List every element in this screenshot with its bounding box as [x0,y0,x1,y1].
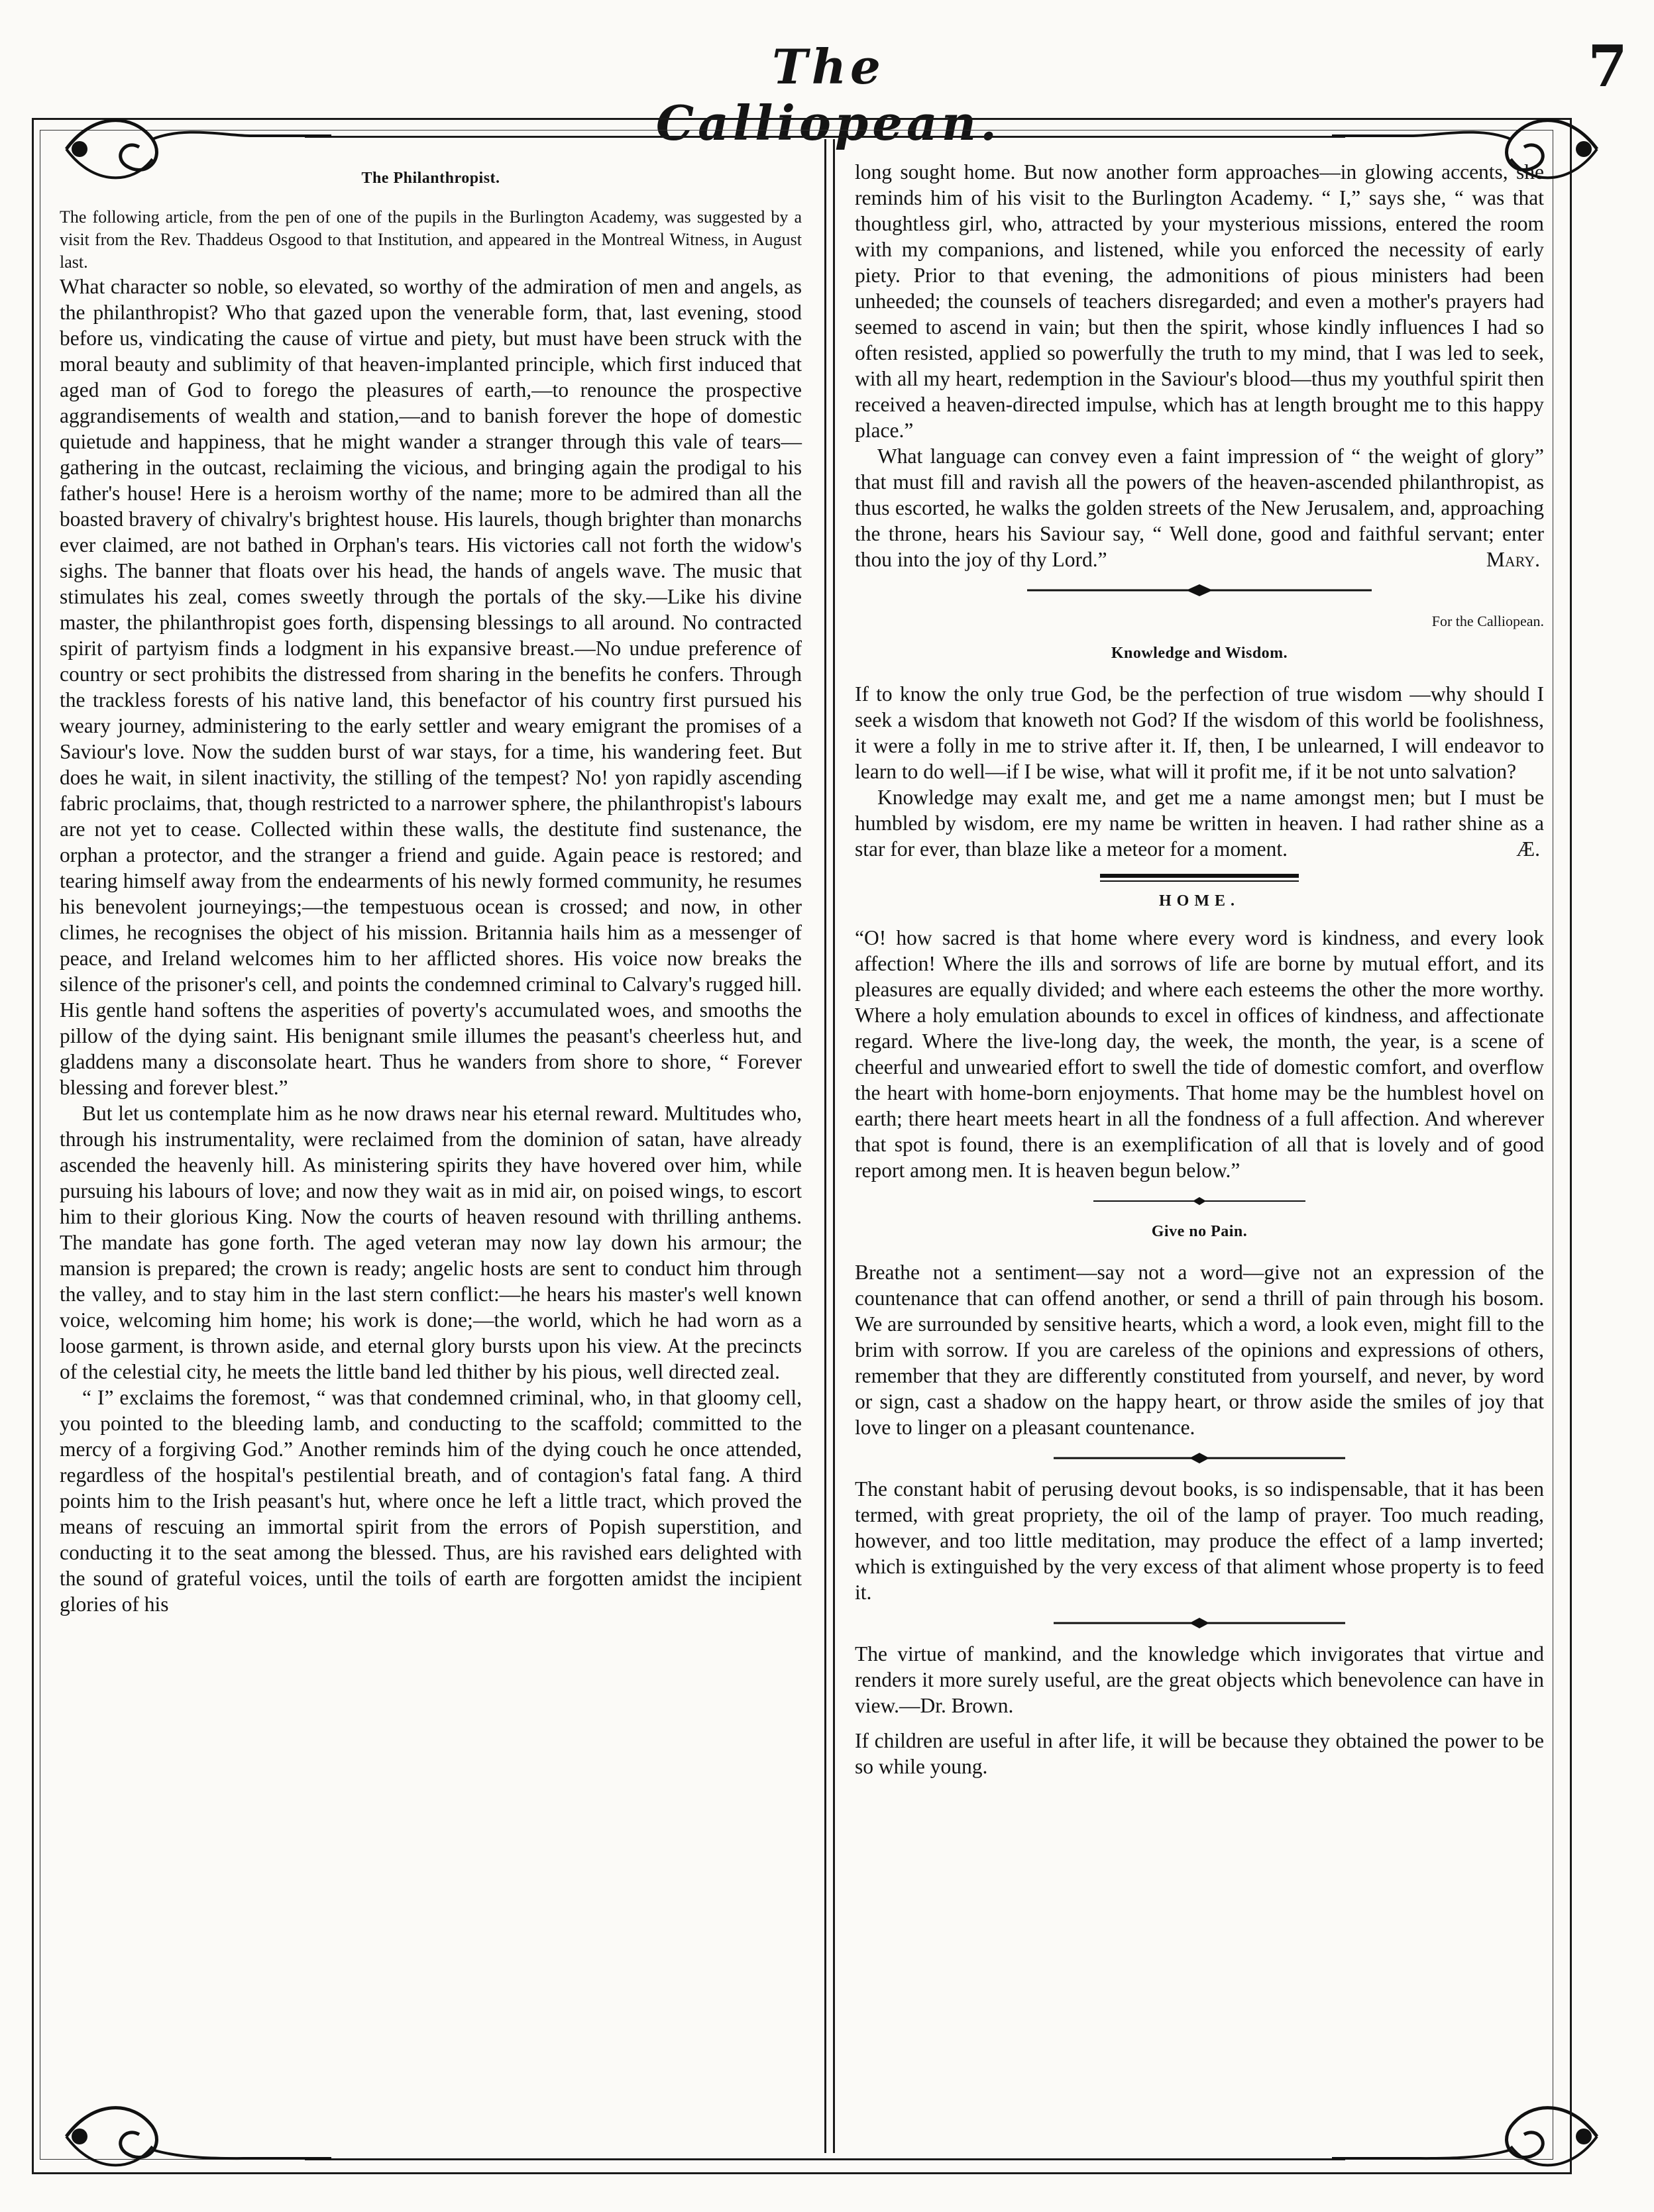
article-paragraph [855,784,1544,862]
article-paragraph: Breathe not a sentiment—say not a word—give not an expression of the countenance that can offend another, or send a thrill of pain through his bosom. We are surrounded by sensitive hearts, which a word, a look even, might fill to the brim with sorrow. If you are careless of the opinions and expressions of others, remember that they are differently constituted from yourself, and never, by word or sign, cast a shadow on the happy heart, or throw aside the smiles of joy that love to linger on a pleasant countenance. [855,1261,1544,1439]
article-heading-give-no-pain: Give no Pain. [1151,1223,1248,1240]
article-heading-home: HOME. [1159,892,1240,910]
section-divider [1027,1614,1372,1632]
right-column [855,159,1544,1779]
column-divider [824,139,835,2153]
corner-ornament-bottom-right [1332,2087,1610,2186]
article-paragraph: The constant habit of perusing devout books, is so indispensable, that it has been termed, with great propriety, the oil of the lamp of prayer. Too much reading, however, and too little meditation, may produce the effect of a lamp inverted; which is extinguished by the very excess of that aliment whose property is to feed it. [855,1477,1544,1604]
publication-title: The Calliopean. [655,38,1001,151]
article-paragraph: “ I” exclaims the foremost, “ was that condemned criminal, who, in that gloomy cell, you pointed to the bleeding lamb, and conducting to the scaffold; committed to the mercy of a forgiving God.” Another reminds him of the dying couch he once attended, regardless of the hospital's pestilential breath, and of contagion's fatal fang. A third points him to the Irish peasant's hut, where once he left a little tract, which proved the means of rescuing an immortal spirit from the errors of Popish superstition, and conducting it to the seat among the blessed. Thus, are his ravished ears delighted with the sound of grateful voices, until the toils of earth are forgotten amidst the incipient glories of his [60,1386,802,1616]
corner-ornament-bottom-left [53,2087,331,2186]
article-heading-knowledge: Knowledge and Wisdom. [1111,645,1288,662]
article-heading-philanthropist: The Philanthropist. [361,170,500,187]
bottom-rule [305,2158,1345,2160]
paragraph-text: What language can convey even a faint impression of “ the weight of glory” that must fill and ravish all the powers of the heaven-ascended philanthropist, as thus escorted, he walks the golden streets of the New Jerusalem, and, approaching the throne, hears his Saviour say, “ Well done, good and faithful servant; enter thou into the joy of thy Lord.” [855,445,1544,571]
section-divider [1027,582,1372,599]
thick-rule [1100,874,1299,882]
article-paragraph: The virtue of mankind, and the knowledge which invigorates that virtue and renders it more surely useful, are the great objects which benevolence can have in view.—Dr. Brown. [855,1642,1544,1717]
page-number: 7 [1588,33,1627,100]
article-paragraph: If to know the only true God, be the perfection of true wisdom —why should I seek a wisdom that knoweth not God? If the wisdom of this world be foolishness, it were a folly in me to strive after it. If, then, I be unlearned, I will endeavor to learn to do well—if I be wise, what will it profit me, if it be not unto salvation? [855,682,1544,783]
section-credit: For the Calliopean. [1431,613,1544,629]
section-divider [1027,1192,1372,1210]
article-intro-note: The following article, from the pen of one of the pupils in the Burlington Academy, was suggested by a visit from the Rev. Thaddeus Osgood to that Institution, and appeared in the Montreal Witness, in August last. [60,207,802,272]
article-paragraph: long sought home. But now another form approaches—in glowing accents, she reminds him of his visit to the Burlington Academy. “ I,” says she, “ was that thoughtless girl, who, attracted by your mysterious missions, entered the room with my companions, and listened, while you enforced the necessity of early piety. Prior to that evening, the admonitions of pious ministers had been unheeded; the counsels of teachers disregarded; and even a mother's prayers had seemed to ascend in vain; but then the spirit, whose kindly influences I had so often resisted, applied so powerfully the truth to my mind, that I was led to seek, with all my heart, redemption in the Saviour's blood—thus my youthful spirit then received a heaven-directed impulse, which has at length brought me to this happy place.” [855,160,1544,442]
author-signature: Æ. [1516,837,1540,861]
article-paragraph: “O! how sacred is that home where every word is kindness, and every look affection! Where the ills and sorrows of life are borne by mutual effort, and its pleasures are equally divided; and where each esteems the other the more worthy. Where a holy emulation abounds to excel in offices of kindness, and affectionate regard. Where the live-long day, the week, the month, the year, is a scene of cheerful and unwearied effort to swell the tide of domestic comfort, and overflow the heart with home-born enjoyments. That home may be the humblest hovel on earth; there heart meets heart in all the fondness of a full affection. And wherever that spot is found, there is an exemplification of all that is lovely and of good report among men. It is heaven begun below.” [855,926,1544,1182]
article-paragraph: If children are useful in after life, it will be because they obtained the power to be so while young. [855,1729,1544,1778]
article-paragraph: What character so noble, so elevated, so worthy of the admiration of men and angels, as the philanthropist? Who that gazed upon the venerable form, that, last evening, stood before us, vindicating the cause of virtue and piety, but must have been struck with the moral beauty and sublimity of that heaven-implanted principle, which first induced that aged man of God to forego the pleasures of earth,—to renounce the prospective aggrandisements of wealth and station,—and to banish forever the hope of domestic quietude and happiness, that he might wander a stranger through this vale of tears—gathering in the outcast, reclaiming the vicious, and bringing again the prodigal to his father's house! Here is a heroism worthy of the name; more to be admired than all the boasted bravery of chivalry's brightest house. His laurels, though brighter than monarchs ever claimed, are not bathed in Orphan's tears. His victories call not forth the widow's sighs. The banner that floats over his head, the hands of angels wave. The music that stimulates his zeal, comes sweetly through the portals of the sky.—Like his divine master, the philanthropist goes forth, dispensing blessings to all around. No contracted spirit of partyism finds a lodgment in his expansive breast.—No undue preference of country or sect prohibits the distressed from sharing in the benefits he confers. Through the trackless forests of his native land, this benefactor of his country first pursued his weary journey, administering to the early settler and weary emigrant the promises of a Saviour's love. Now the sudden burst of war stays, for a time, his wandering feet. But does he wait, in silent inactivity, the stilling of the tempest? No! yon rapidly ascending fabric proclaims, that, though restricted to a narrower sphere, the philanthropist's labours are not yet to cease. Collected within these walls, the destitute find sustenance, the orphan a protector, and the stranger a friend and guide. Again peace is restored; and tearing himself away from the endearments of his newly formed community, he resumes his benevolent journeyings;—the tempestuous ocean is crossed; and now, in other climes, he recognises the object of his mission. Britannia hails him as a messenger of peace, and Ireland welcomes him to her afflicted shores. His voice now breaks the silence of the prisoner's cell, and points the condemned criminal to Calvary's rugged hill. His gentle hand softens the asperities of poverty's accumulated woes, and smooths the pillow of the dying saint. His benignant smile illumes the peasant's cheerless hut, and gladdens many a disconsolate heart. Thus he wanders from shore to shore, “ Forever blessing and forever blest.” [60,275,802,1099]
left-column [60,159,802,1617]
paragraph-text: Knowledge may exalt me, and get me a name amongst men; but I must be humbled by wisdom, ere my name be written in heaven. I had rather shine as a star for ever, than blaze like a meteor for a moment. [855,786,1544,861]
top-rule [305,136,1345,138]
section-divider [1027,1449,1372,1467]
author-signature: Mary. [1486,548,1540,571]
article-paragraph [855,443,1544,572]
article-paragraph: But let us contemplate him as he now draws near his eternal reward. Multitudes who, through his instrumentality, were reclaimed from the dominion of satan, have already ascended the heavenly hill. As ministering spirits they have hovered over him, while pursuing his labours of love; and now they wait as in mid air, on poised wings, to escort him to their glorious King. Now the courts of heaven resound with thrilling anthems. The mandate has gone forth. The aged veteran may now lay down his armour; the mansion is prepared; the crown is ready; angelic hosts are sent to conduct him through the valley, and to stay him in the last stern conflict:—he hears his master's well known voice, welcoming him home; his work is done;—the world, which he had worn as a loose garment, is thrown aside, and eternal glory bursts upon his view. At the precincts of the celestial city, he meets the little band led thither by his pious, well directed zeal. [60,1102,802,1383]
